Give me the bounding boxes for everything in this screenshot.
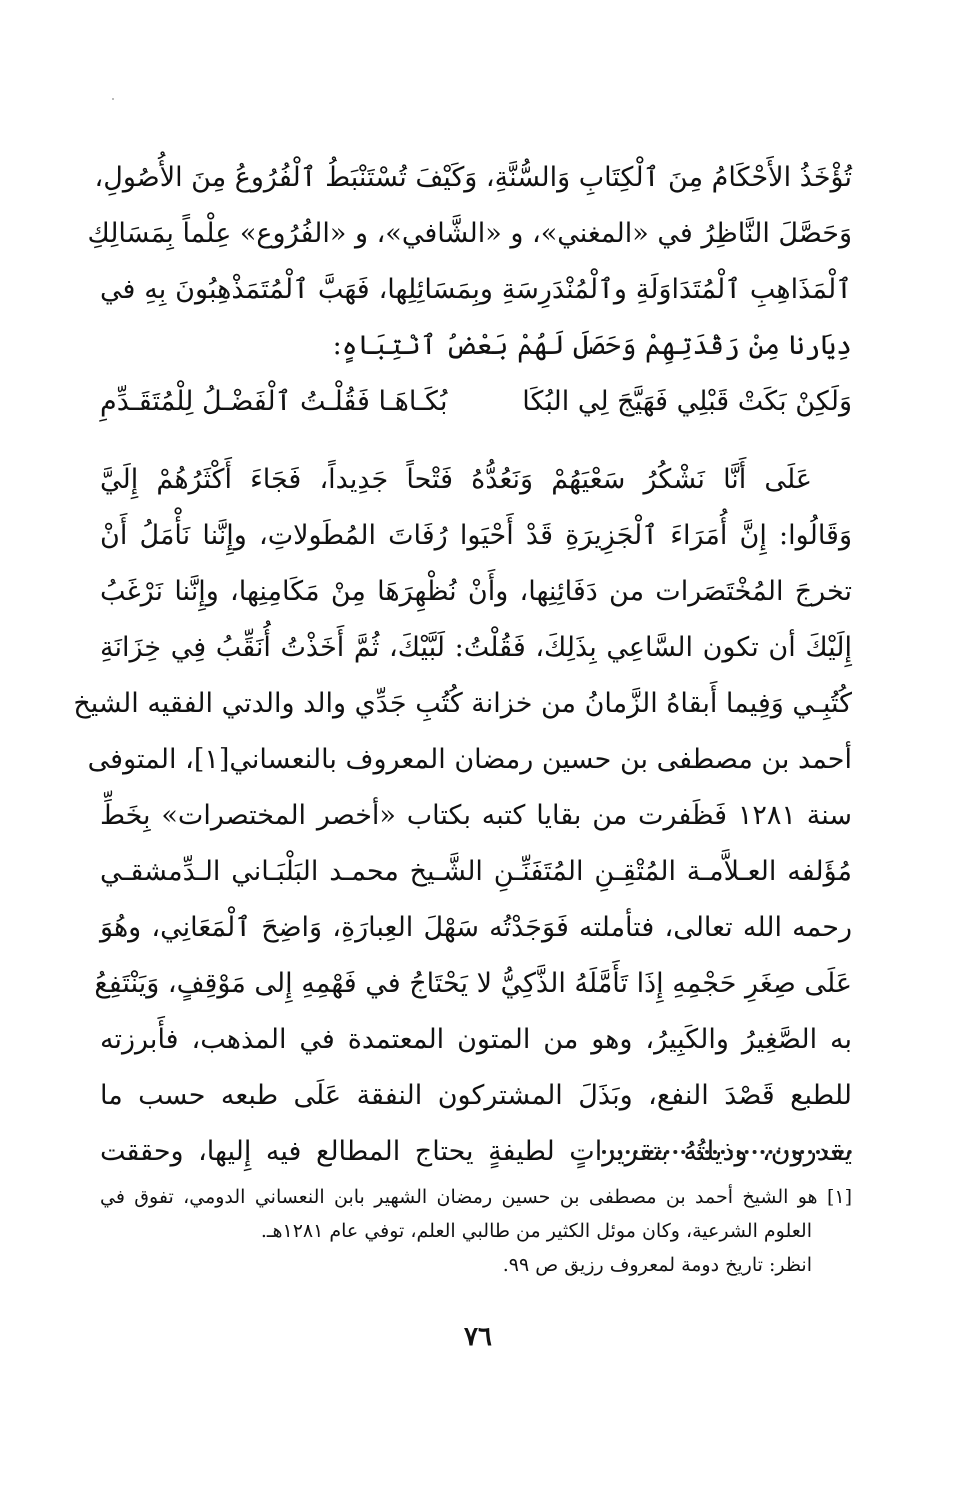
scan-speck <box>112 98 114 100</box>
footnote-line: انظر: تاريخ دومة لمعروف رزيق ص ٩٩. <box>502 1254 812 1276</box>
poetry-verse <box>100 374 852 430</box>
body-line: يقدرون، وذيلتُهُ بتقريراتٍ لطيفةٍ يحتاج المطالع فيه إِليها، وحققت <box>100 1136 852 1167</box>
body-line: مُؤَلفه العـلاَّمـة المُتْقِـنِ المُتَفَنِّـنِ الشَّـيخ محمـد البَلْبَـاني الـدِّمشقـي <box>100 856 852 887</box>
footnote-line: العلوم الشرعية، وكان موئل الكثير من طالبي العلم، توفي عام ١٢٨١هـ. <box>260 1220 812 1242</box>
body-line: عَلَى أَنَّا نَشْكُرُ سَعْيَهُمْ وَنَعُدُّهُ فَتْحاً جَدِيداً، فَجَاءَ أَكْثَرُهُمْ إِلَيَّ <box>100 464 812 495</box>
body-line: تخرجَ المُخْتَصَرات من دَفَائِنِها، وأَنْ نُظْهِرَهَا مِنْ مَكَامِنِها، وإِنَّنا نَرْغَبُ <box>100 576 852 607</box>
body-line: وَقَالُوا: إِنَّ أُمَرَاءَ ٱلْجَزِيرَةِ قَدْ أَحْيَوا رُفَاتَ المُطَولاتِ، وإِنَّنا نَأْمَلُ أَنْ <box>100 520 852 551</box>
main-text <box>73 150 852 1180</box>
footnote-separator <box>602 1150 852 1154</box>
body-line: وَحَصَّلَ النَّاظِرُ في «المغني»، و «الشَّافي»، و «الفُرُوع» عِلْماً بِمَسَالِكِ <box>87 218 852 249</box>
verse-second-hemistich: بُكَـاهَـا فَقُلْـتُ ٱلْفَضْـلُ لِلْمُتَقَـدِّمِ <box>100 386 448 417</box>
body-line: عَلَى صِغَرِ حَجْمِهِ إِذَا تَأَمَّلَهُ الذَّكِيُّ لا يَحْتَاجُ في فَهْمِهِ إِلى مَوْقِفٍ، وَيَنْتَفِعُ <box>94 968 852 999</box>
body-line: دِيَارنا مِنْ رَقْدَتِهِمْ وَحَصَلَ لَهُمْ بَعْضُ ٱنْتِبَاهٍ: <box>332 330 852 361</box>
page-number: ٧٦ <box>464 1322 492 1352</box>
verse-first-hemistich: وَلَكِنْ بَكَتْ قَبْلِي فَهَيَّجَ لِي البُكَا <box>522 386 852 417</box>
body-line: رحمه الله تعالى، فتأملته فَوَجَدْتُه سَهْلَ العِبارَةِ، وَاضِحَ ٱلْمَعَانِي، وهُوَ <box>100 912 852 943</box>
body-line: كُتُبِـي وَفِيما أَبقاهُ الزَّمانُ من خزانة كُتُبِ جَدِّي والد والدتي الفقيه الشيخ <box>73 688 852 719</box>
body-line: تُؤْخَذُ الأَحْكَامُ مِنَ ٱلْكِتَابِ وَالسُّنَّةِ، وَكَيْفَ تُسْتَنْبَطُ ٱلْفُرُوعُ مِنَ الأُصُولِ، <box>94 162 852 193</box>
footnote-line: [١] هو الشيخ أحمد بن مصطفى بن حسين رمضان الشهير بابن النعساني الدومي، تفوق في <box>100 1186 852 1208</box>
body-line: للطبع قَصْدَ النفع، وبَذَلَ المشتركون النفقة عَلَى طبعه حسب ما <box>100 1080 852 1111</box>
body-line: به الصَّغِيرُ والكَبِيرُ، وهو من المتون المعتمدة في المذهب، فأَبرزته <box>100 1024 852 1055</box>
body-line: إِلَيْكَ أن تكون السَّاعِي بِذَلِكَ، فَقُلْتُ: لَبَّيْكَ، ثُمَّ أَخَذْتُ أُنَقِّبُ فِي خِزَانَةِ <box>100 632 852 663</box>
body-line: ٱلْمَذَاهِبِ ٱلْمُتَدَاوَلَةِ وٱلْمُنْدَرِسَةِ وبِمَسَائِلِها، فَهَبَّ ٱلْمُتَمَذْهِبُونَ بِهِ في <box>100 274 852 305</box>
footnotes <box>100 1180 852 1282</box>
body-line: سنة ١٢٨١ فَظَفرت من بقايا كتبه بكتاب «أخصر المختصرات» بِخَطِّ <box>100 800 852 831</box>
body-line: أحمد بن مصطفى بن حسين رمضان المعروف بالنعساني[١]، المتوفى <box>87 744 852 775</box>
